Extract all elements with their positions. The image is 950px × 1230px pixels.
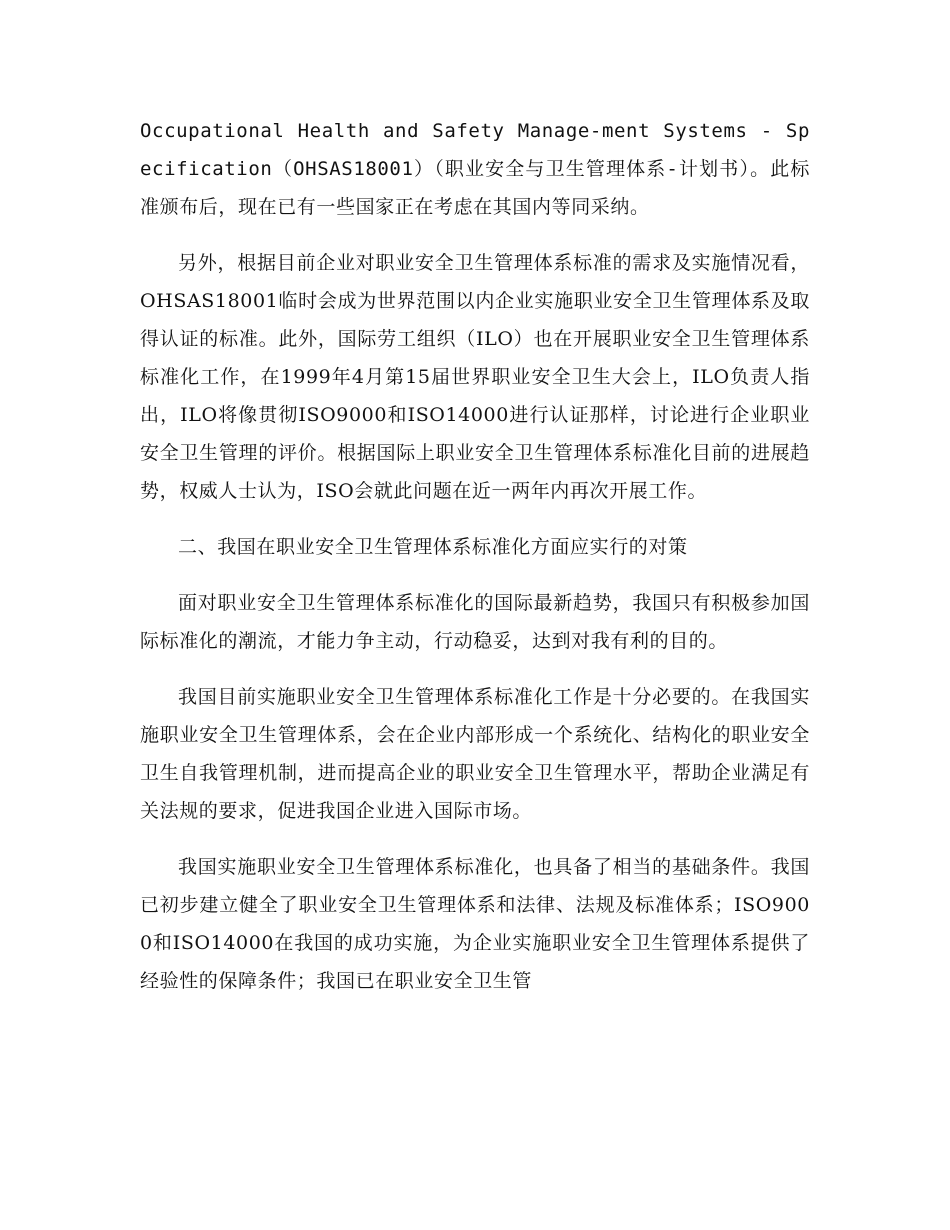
paragraph-basic-conditions: 我国实施职业安全卫生管理体系标准化，也具备了相当的基础条件。我国已初步建立健全了职业安全卫生管理体系和法律、法规及标准体系；ISO9000和ISO14000在我国的成功实施，为企业实施职业安全卫生管理体系提供了经验性的保障条件；我国已在职业安全卫生管: [140, 856, 810, 992]
paragraph-ohsas-adoption: 另外，根据目前企业对职业安全卫生管理体系标准的需求及实施情况看，OHSAS18001临时会成为世界范围以内企业实施职业安全卫生管理体系及取得认证的标准。此外，国际劳工组织（ILO）也在开展职业安全卫生管理体系标准化工作，在1999年4月第15届世界职业安全卫生大会上，ILO负责人指出，ILO将像贯彻ISO9000和ISO14000进行认证那样，讨论进行企业职业安全卫生管理的评价。根据国际上职业安全卫生管理体系标准化目前的进展趋势，权威人士认为，ISO会就此问题在近一两年内再次开展工作。: [140, 252, 810, 502]
paragraph-ohsas-spec: Occupational Health and Safety Manage-ment Systems - Specification（OHSAS18001）（职业安全与卫生管理体系-计划书）。此标准颁布后，现在已有一些国家正在考虑在其国内等同采纳。: [140, 120, 810, 218]
document-page: [140, 112, 810, 1018]
paragraph-international-trend: 面对职业安全卫生管理体系标准化的国际最新趋势，我国只有积极参加国际标准化的潮流，才能力争主动，行动稳妥，达到对我有利的目的。: [140, 592, 810, 652]
section-heading-countermeasures: 二、我国在职业安全卫生管理体系标准化方面应实行的对策: [178, 536, 688, 558]
paragraph-necessity: 我国目前实施职业安全卫生管理体系标准化工作是十分必要的。在我国实施职业安全卫生管理体系，会在企业内部形成一个系统化、结构化的职业安全卫生自我管理机制，进而提高企业的职业安全卫生管理水平，帮助企业满足有关法规的要求，促进我国企业进入国际市场。: [140, 686, 810, 822]
